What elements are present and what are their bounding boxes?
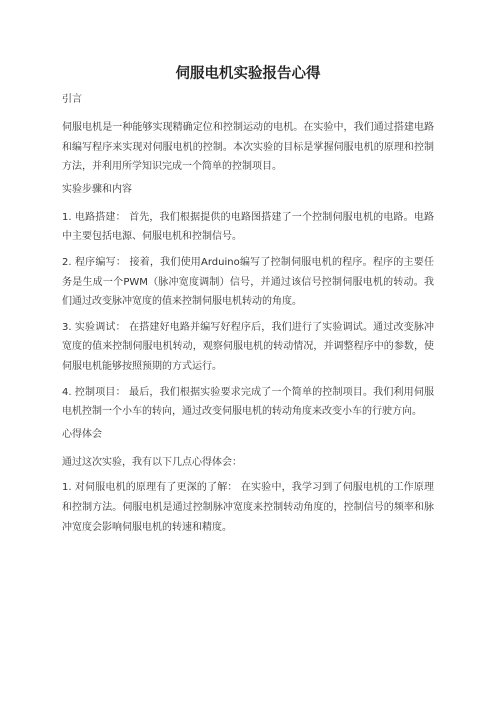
- section-heading-reflection: 心得体会: [62, 428, 102, 440]
- paragraph-intro: 伺服电机是一种能够实现精确定位和控制运动的电机。在实验中，我们通过搭建电路和编写程序来实现对伺服电机的控制。本次实验的目标是掌握伺服电机的原理和控制方法，并利用所学知识完成一个简单的控制项目。: [62, 122, 434, 173]
- paragraph-step-2: 2. 程序编写： 接着，我们使用Arduino编写了控制伺服电机的程序。程序的主要任务是生成一个PWM（脉冲宽度调制）信号，并通过该信号控制伺服电机的转动。我们通过改变脉冲宽度的值来控制伺服电机转动的角度。: [62, 256, 434, 308]
- paragraph-reflection-intro: 通过这次实验，我有以下几点心得体会：: [62, 456, 242, 468]
- paragraph-step-4: 4. 控制项目： 最后，我们根据实验要求完成了一个简单的控制项目。我们利用伺服电机控制一个小车的转向，通过改变伺服电机的转动角度来改变小车的行驶方向。: [62, 386, 434, 418]
- section-heading-intro: 引言: [62, 94, 82, 105]
- paragraph-reflection-1: 1. 对伺服电机的原理有了更深的了解： 在实验中，我学习到了伺服电机的工作原理和控制方法。伺服电机是通过控制脉冲宽度来控制转动角度的，控制信号的频率和脉冲宽度会影响伺服电机的转速和精度。: [62, 482, 434, 533]
- document-body: [62, 94, 434, 543]
- paragraph-step-1: 1. 电路搭建： 首先，我们根据提供的电路图搭建了一个控制伺服电机的电路。电路中主要包括电源、伺服电机和控制信号。: [62, 211, 434, 243]
- document-title: 伺服电机实验报告心得: [175, 66, 321, 82]
- section-heading-steps: 实验步骤和内容: [62, 183, 132, 195]
- paragraph-step-3: 3. 实验调试： 在搭建好电路并编写好程序后，我们进行了实验调试。通过改变脉冲宽度的值来控制伺服电机转动，观察伺服电机的转动情况，并调整程序中的参数，使伺服电机能够按照预期的方式运行。: [62, 321, 434, 372]
